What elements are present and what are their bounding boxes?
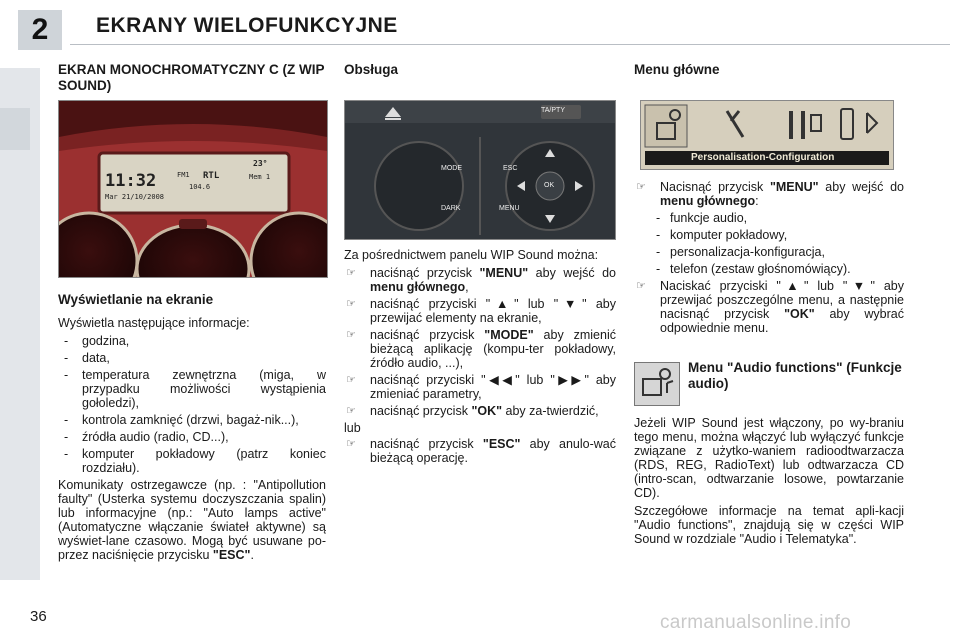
control-panel-illustration <box>345 101 615 239</box>
item-text: , <box>465 280 469 294</box>
list-item: - telefon (zestaw głośnomówiący). <box>634 262 904 276</box>
section-heading-main-menu: Menu główne <box>634 62 720 77</box>
list-item: ☞ naciśnąć przyciski "▲" lub "▼" aby przewijać elementy na ekranie, <box>344 297 616 325</box>
item-text: aby za-twierdzić, <box>502 404 599 418</box>
column-operation <box>344 62 616 78</box>
list-item: - kontrola zamknięć (drzwi, bagaż-nik...), <box>58 413 326 427</box>
audio-paragraph-1: Jeżeli WIP Sound jest włączony, po wy-braniu tego menu, można włączyć lub wyłączyć funkcje związane z użytko-waniem radioodtwarzacza (RDS, REG, RadioText) lub odtwarzacza CD (intro-scan, odtwarzanie losowe, powtarzanie CD). <box>634 416 904 500</box>
menu-button-label: MENU <box>499 205 520 212</box>
list-item: - źródła audio (radio, CD...), <box>58 430 326 444</box>
column-display-info <box>58 292 326 566</box>
list-item <box>344 266 616 294</box>
section-heading-audio: Menu "Audio functions" (Funkcje audio) <box>688 360 902 391</box>
control-panel-photo <box>344 100 616 240</box>
main-menu-list <box>634 180 904 208</box>
audio-menu-heading-block <box>688 360 904 392</box>
or-text: lub <box>344 421 361 435</box>
list-item: - funkcje audio, <box>634 211 904 225</box>
list-item <box>344 404 616 418</box>
item-text: aby wejść do <box>528 266 616 280</box>
column-monochrome-screen <box>58 62 328 94</box>
display-intro: Wyświetla następujące informacje: <box>58 316 250 330</box>
item-text: Nacisnąć przycisk <box>660 180 770 194</box>
item-text: : <box>755 194 759 208</box>
item-text: naciśnąć przycisk <box>370 404 472 418</box>
chapter-number-badge: 2 <box>18 10 62 50</box>
display-date: Mar 21/10/2008 <box>105 193 165 201</box>
display-frequency: 104.6 <box>189 183 211 191</box>
display-memory: Mem 1 <box>249 173 271 181</box>
item-text: aby anulo-wać bieżącą operację. <box>370 437 616 465</box>
audio-icon <box>635 363 679 405</box>
page-title: EKRANY WIELOFUNKCYJNE <box>96 14 398 37</box>
list-item: - temperatura zewnętrzna (miga, w przypadku możliwości wystąpienia gołoledzi), <box>58 368 326 410</box>
menu-banner-label: Personalisation-Configuration <box>691 152 835 163</box>
main-menu-instructions <box>634 180 904 338</box>
main-menu-list-2 <box>634 279 904 335</box>
page-number: 36 <box>30 608 47 625</box>
item-text: naciśnąć przycisk <box>370 266 480 280</box>
main-menu-sublist <box>634 211 904 276</box>
section-heading-monochrome: EKRAN MONOCHROMATYCZNY C (Z WIP SOUND) <box>58 62 325 93</box>
section-heading-operation: Obsługa <box>344 62 399 77</box>
list-item <box>344 328 616 370</box>
operation-list-alt <box>344 437 616 465</box>
display-info-list <box>58 334 326 475</box>
display-readout <box>103 157 285 209</box>
audio-menu-description <box>634 416 904 550</box>
list-item <box>634 180 904 208</box>
watermark: carmanualsonline.info <box>660 612 852 633</box>
column-main-menu <box>634 62 904 78</box>
ok-button-ref: "OK" <box>784 307 815 321</box>
list-item: - komputer pokładowy, <box>634 228 904 242</box>
item-text: naciśnąć przycisk <box>370 437 483 451</box>
operation-intro: Za pośrednictwem panelu WIP Sound można: <box>344 248 599 262</box>
list-item: ☞ naciśnąć przyciski "◀◀" lub "▶▶" aby zmieniać parametry, <box>344 373 616 401</box>
item-text: aby wybrać odpowiednie menu. <box>660 307 904 335</box>
chapter-tab-marker <box>0 108 30 150</box>
item-text: aby wejść do <box>818 180 904 194</box>
audio-paragraph-2: Szczegółowe informacje na temat apli-kacji "Audio functions", znajdują się w części WIP Sound w rozdziale "Audio i Telematyka". <box>634 504 904 546</box>
mode-button-ref: "MODE" <box>484 328 534 342</box>
display-station: RTL <box>203 171 220 181</box>
menu-button-ref: "MENU" <box>479 266 529 280</box>
ok-button-label: OK <box>544 182 555 189</box>
list-item <box>634 279 904 335</box>
paragraph-text: Komunikaty ostrzegawcze (np. : "Antipollution faulty" (Usterka systemu doczyszczania spalin) lub informacyjne (np.: "Auto lamps active" (Automatyczne włączanie świateł aktywne) są wyświet-lane czasowo. Mogą być usuwane po-przez naciśnięcie przycisku <box>58 478 326 562</box>
list-item: - godzina, <box>58 334 326 348</box>
main-menu-ref: menu głównego <box>660 194 756 208</box>
item-text: aby zmienić bieżącą aplikację (kompu-ter pokładowy, źródło audio, ...), <box>370 328 616 370</box>
dark-button-label: DARK <box>441 205 461 212</box>
warning-messages-paragraph <box>58 478 326 562</box>
list-item: - komputer pokładowy (patrz koniec rozdziału). <box>58 447 326 475</box>
esc-button-ref: "ESC" <box>482 437 521 451</box>
ta-pty-button-label: TA/PTY <box>541 107 565 114</box>
esc-button-label: "ESC" <box>212 548 251 562</box>
mode-button-label: MODE <box>441 165 462 172</box>
display-time: 11:32 <box>105 171 157 191</box>
display-band: FM1 <box>177 171 190 179</box>
dashboard-photo <box>58 100 328 278</box>
operation-instructions <box>344 248 616 468</box>
title-divider <box>70 44 950 45</box>
item-text: Naciskać przyciski "▲" lub "▼" aby przewijać poszczególne menu, a następnie nacisnąć przycisk <box>660 279 904 321</box>
main-menu-ref: menu głównego <box>370 280 466 294</box>
item-text: naciśnąć przycisk <box>370 328 485 342</box>
ok-button-ref: "OK" <box>471 404 503 418</box>
main-menu-screen <box>640 100 894 170</box>
list-item <box>344 437 616 465</box>
display-temperature: 23° <box>253 159 268 168</box>
esc-button-label: ESC <box>503 165 518 172</box>
list-item: - personalizacja-konfiguracja, <box>634 245 904 259</box>
paragraph-text: . <box>250 548 254 562</box>
sub-heading-display: Wyświetlanie na ekranie <box>58 292 214 307</box>
menu-button-ref: "MENU" <box>769 180 819 194</box>
operation-list <box>344 266 616 418</box>
list-item: - data, <box>58 351 326 365</box>
audio-functions-icon <box>634 362 680 406</box>
